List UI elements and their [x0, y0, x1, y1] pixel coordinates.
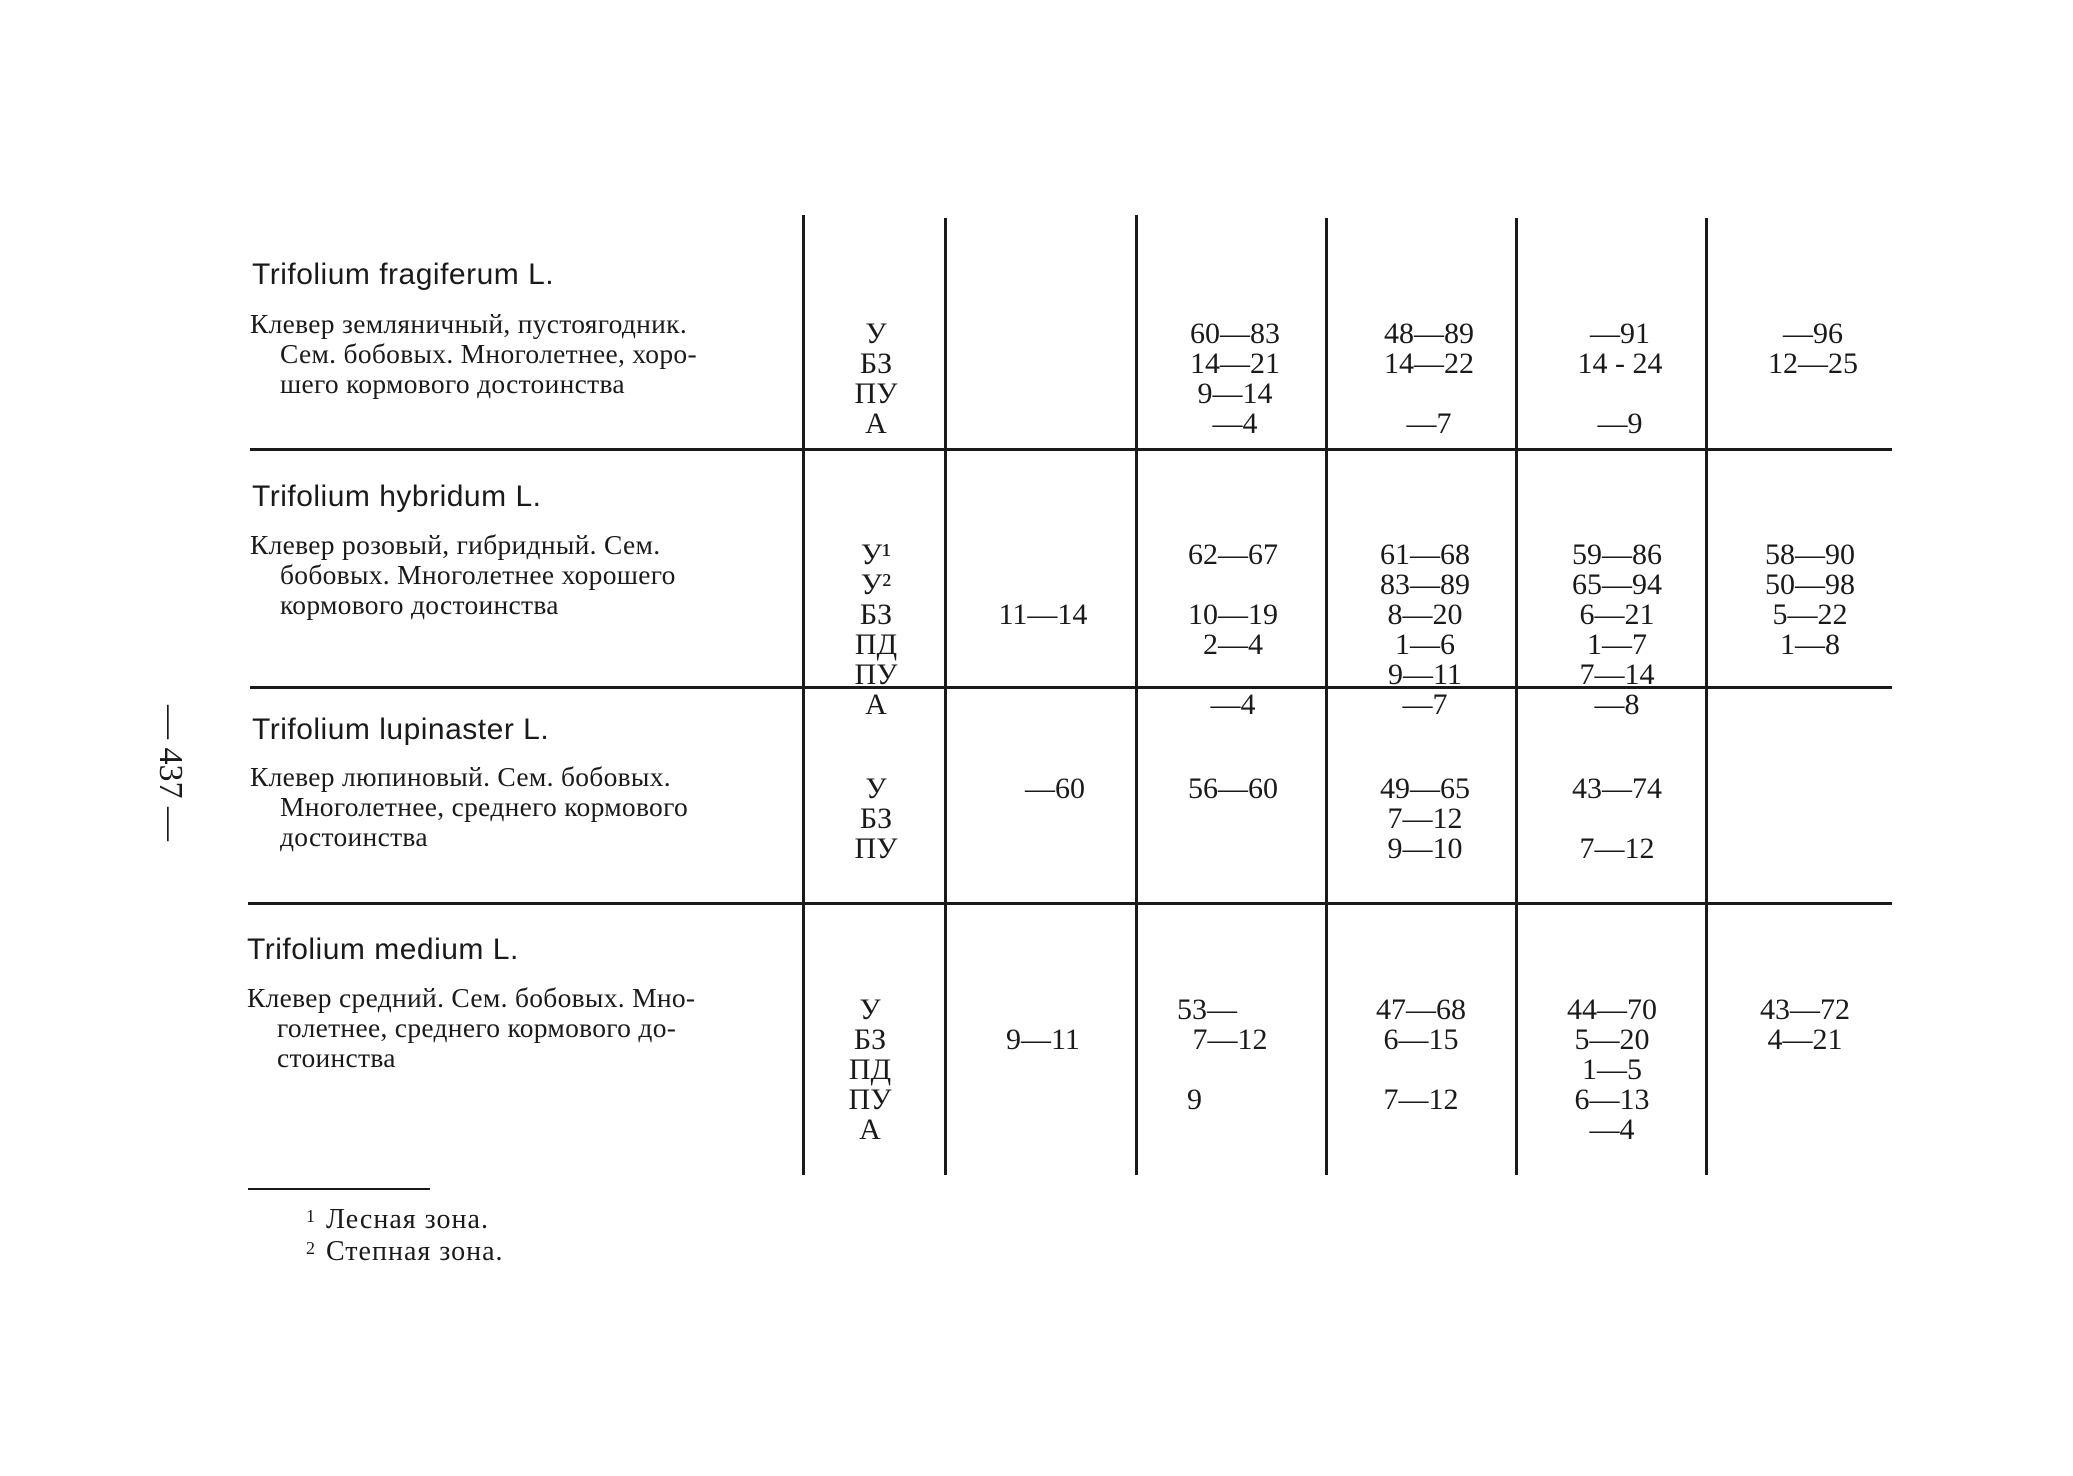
zone-codes: У БЗ ПУ А	[854, 317, 898, 440]
value-column-4: 43—74 7—12	[1572, 772, 1662, 865]
value-column-1: 9—11	[1006, 1023, 1080, 1056]
zone-codes: У БЗ ПД ПУ А	[848, 993, 892, 1146]
species-description: Клевер розовый, гибридный. Сем. бобовых. Многолетнее хорошего кормового достоинства	[250, 529, 676, 620]
value-column-4: —91 14 - 24 —9	[1577, 317, 1663, 440]
footnote-mark: 1	[306, 1206, 316, 1226]
column-divider	[1705, 218, 1708, 1175]
value-column-1: —60	[1025, 772, 1085, 805]
value-column-4: 44—70 5—20 1—5 6—13 —4	[1567, 993, 1657, 1146]
footnote	[306, 1232, 504, 1268]
value-column-5: —96 12—25	[1768, 317, 1858, 380]
zone-codes: У БЗ ПУ	[854, 772, 898, 865]
column-divider	[1135, 215, 1138, 1175]
value-column-4: 59—86 65—94 6—21 1—7 7—14 —8	[1572, 538, 1662, 721]
footnote	[306, 1200, 489, 1236]
species-description: Клевер земляничный, пустоягодник. Сем. бобовых. Многолетнее, хоро- шего кормового достоинства	[250, 308, 697, 399]
footnote-mark: 2	[306, 1238, 316, 1258]
column-divider	[944, 218, 947, 1175]
species-latin-name: Trifolium fragiferum L.	[252, 258, 555, 291]
column-divider	[1515, 218, 1518, 1175]
species-latin-name: Trifolium lupinaster L.	[252, 713, 550, 746]
value-column-2: 56—60	[1188, 772, 1278, 805]
value-column-2: 53— 7—12 9	[1177, 993, 1268, 1116]
value-column-1: 11—14	[998, 598, 1088, 631]
species-description: Клевер люпиновый. Сем. бобовых. Многолетнее, среднего кормового достоинства	[250, 761, 689, 852]
value-column-2: 62—67 10—19 2—4 —4	[1188, 538, 1278, 721]
column-divider	[1325, 218, 1328, 1175]
value-column-3: 47—68 6—15 7—12	[1376, 993, 1466, 1116]
value-column-5: 43—72 4—21	[1760, 993, 1850, 1056]
species-description: Клевер средний. Сем. бобовых. Мно- голетнее, среднего кормового до- стоинства	[247, 982, 696, 1073]
value-column-3: 48—89 14—22 —7	[1384, 317, 1474, 440]
value-column-3: 61—68 83—89 8—20 1—6 9—11 —7	[1380, 538, 1470, 721]
page-number: — 437 —	[152, 705, 189, 841]
zone-codes: У¹ У² БЗ ПД ПУ А	[854, 538, 898, 721]
footnote-text: Лесная зона.	[326, 1204, 489, 1235]
footnote-text: Степная зона.	[326, 1236, 504, 1267]
column-divider	[802, 215, 805, 1175]
footnote-rule	[248, 1188, 430, 1190]
value-column-2: 60—83 14—21 9—14 —4	[1190, 317, 1280, 440]
value-column-3: 49—65 7—12 9—10	[1380, 772, 1470, 865]
value-column-5: 58—90 50—98 5—22 1—8	[1765, 538, 1855, 661]
species-latin-name: Trifolium medium L.	[247, 933, 519, 966]
species-latin-name: Trifolium hybridum L.	[252, 480, 542, 513]
